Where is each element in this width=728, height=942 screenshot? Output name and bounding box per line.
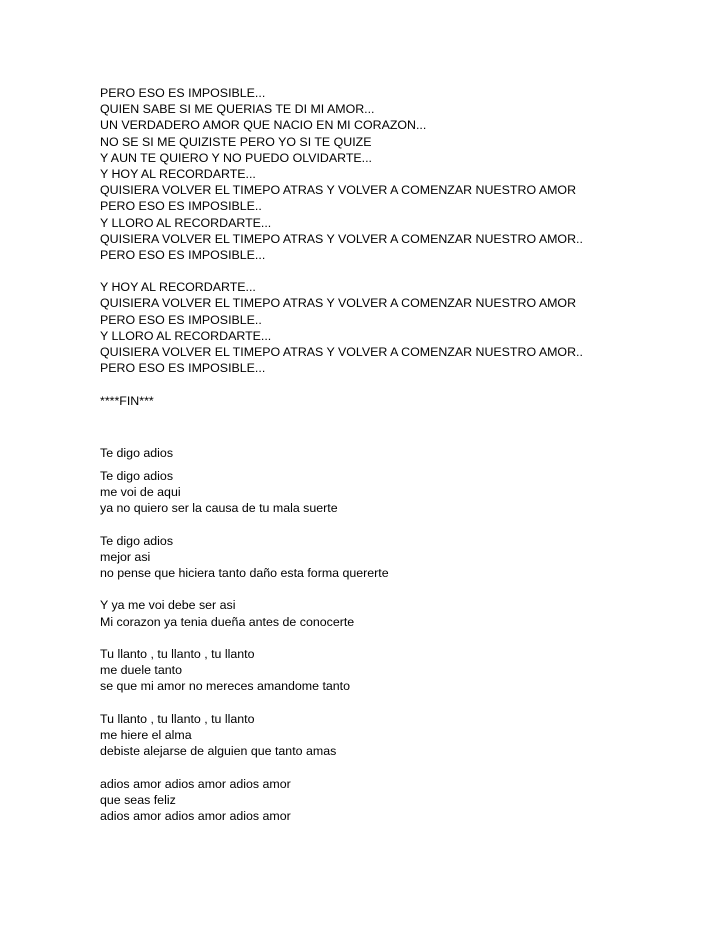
song1-block1	[100, 85, 660, 263]
text-line: PERO ESO ES IMPOSIBLE...	[100, 86, 266, 100]
text-line: QUISIERA VOLVER EL TIMEPO ATRAS Y VOLVER A COMENZAR NUESTRO AMOR..	[100, 345, 583, 359]
text-line: no pense que hiciera tanto daño esta forma quererte	[100, 566, 389, 581]
text-line: Y HOY AL RECORDARTE...	[100, 280, 256, 295]
text-line: QUIEN SABE SI ME QUERIAS TE DI MI AMOR...	[100, 102, 375, 117]
text-line: Y HOY AL RECORDARTE...	[100, 166, 256, 181]
text-line: adios amor adios amor adios amor	[100, 776, 291, 791]
text-line: PERO ESO ES IMPOSIBLE...	[100, 361, 266, 376]
text-line: Te digo adios	[100, 468, 174, 483]
song2-stanza	[100, 776, 660, 825]
song2-stanza	[100, 711, 660, 760]
text-line: QUISIERA VOLVER EL TIMEPO ATRAS Y VOLVER A COMENZAR NUESTRO AMOR	[100, 296, 577, 311]
text-line: mejor asi	[100, 549, 151, 564]
text-line: Mi corazon ya tenia dueña antes de conocerte	[100, 614, 355, 629]
text-line: Te digo adios	[100, 533, 174, 548]
song2-stanza	[100, 468, 660, 517]
text-line: que seas feliz	[100, 792, 176, 807]
text-line: UN VERDADERO AMOR QUE NACIO EN MI CORAZON...	[100, 118, 427, 133]
text-line: Y LLORO AL RECORDARTE...	[100, 215, 272, 230]
text-line: debiste alejarse de alguien que tanto amas	[100, 744, 337, 759]
song1-block2	[100, 279, 660, 376]
song-title: Te digo adios	[100, 445, 174, 460]
song2-stanza	[100, 597, 660, 629]
document-body	[100, 85, 660, 840]
text-line: adios amor adios amor adios amor	[100, 808, 291, 823]
text-line: Y AUN TE QUIERO Y NO PUEDO OLVIDARTE...	[100, 150, 372, 165]
song2-stanza	[100, 646, 660, 695]
text-line: QUISIERA VOLVER EL TIMEPO ATRAS Y VOLVER A COMENZAR NUESTRO AMOR..	[100, 231, 583, 246]
song2-stanza	[100, 533, 660, 582]
text-line: NO SE SI ME QUIZISTE PERO YO SI TE QUIZE	[100, 134, 372, 149]
text-line: se que mi amor no mereces amandome tanto	[100, 679, 351, 694]
text-line: Y ya me voi debe ser asi	[100, 598, 236, 613]
text-line: Tu llanto , tu llanto , tu llanto	[100, 711, 255, 726]
end-marker: ****FIN***	[100, 393, 154, 408]
text-line: me voi de aqui	[100, 485, 181, 500]
text-line: ya no quiero ser la causa de tu mala suerte	[100, 501, 338, 516]
text-line: Tu llanto , tu llanto , tu llanto	[100, 647, 255, 661]
text-line: me hiere el alma	[100, 727, 192, 742]
text-line: me duele tanto	[100, 663, 182, 678]
text-line: QUISIERA VOLVER EL TIMEPO ATRAS Y VOLVER A COMENZAR NUESTRO AMOR	[100, 183, 577, 198]
text-line: PERO ESO ES IMPOSIBLE..	[100, 312, 262, 327]
text-line: Y LLORO AL RECORDARTE...	[100, 328, 272, 343]
text-line: PERO ESO ES IMPOSIBLE..	[100, 199, 262, 214]
text-line: PERO ESO ES IMPOSIBLE...	[100, 247, 266, 262]
